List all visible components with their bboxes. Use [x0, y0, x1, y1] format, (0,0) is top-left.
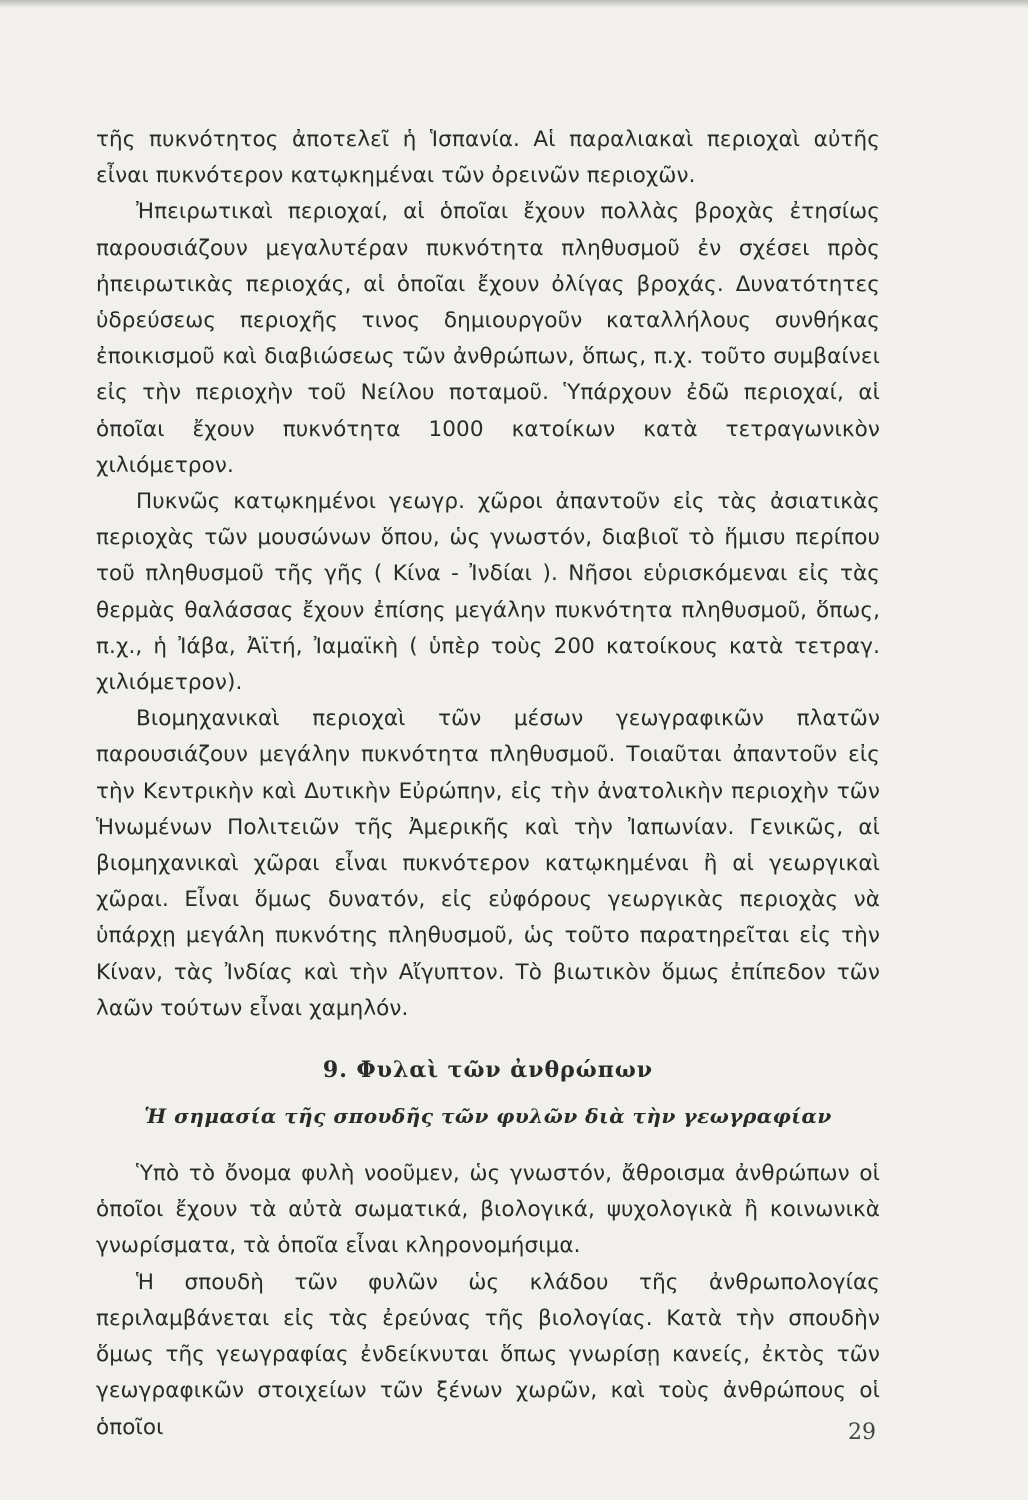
- paragraph-industrial-regions: Βιομηχανικαὶ περιοχαὶ τῶν μέσων γεωγραφικῶν πλατῶν παρουσιάζουν μεγάλην πυκνότητα πληθυσμοῦ. Τοιαῦται ἀπαντοῦν εἰς τὴν Κεντρικὴν καὶ Δυτικὴν Εὐρώπην, εἰς τὴν ἀνατολικὴν περιοχὴν τῶν Ἡνωμένων Πολιτειῶν τῆς Ἀμερικῆς καὶ τὴν Ἰαπωνίαν. Γενικῶς, αἱ βιομηχανικαὶ χῶραι εἶναι πυκνότερον κατῳκημέναι ἢ αἱ γεωργικαὶ χῶραι. Εἶναι ὅμως δυνατόν, εἰς εὐφόρους γεωργικὰς περιοχὰς νὰ ὑπάρχῃ μεγάλη πυκνότης πληθυσμοῦ, ὡς τοῦτο παρατηρεῖται εἰς τὴν Κίναν, τὰς Ἰνδίας καὶ τὴν Αἴγυπτον. Τὸ βιωτικὸν ὅμως ἐπίπεδον τῶν λαῶν τούτων εἶναι χαμηλόν.: [96, 706, 880, 1021]
- page-number: 29: [848, 1420, 876, 1445]
- paragraph-monsoon-regions: Πυκνῶς κατῳκημένοι γεωγρ. χῶροι ἀπαντοῦν εἰς τὰς ἀσιατικὰς περιοχὰς τῶν μουσώνων ὅπου, ὡς γνωστόν, διαβιοῖ τὸ ἥμισυ περίπου τοῦ πληθυσμοῦ τῆς γῆς ( Κίνα - Ἰνδίαι ). Νῆσοι εὑρισκόμεναι εἰς τὰς θερμὰς θαλάσσας ἔχουν ἐπίσης μεγάλην πυκνότητα πληθυσμοῦ, ὅπως, π.χ., ἡ Ἰάβα, Ἀϊτή, Ἰαμαϊκὴ ( ὑπὲρ τοὺς 200 κατοίκους κατὰ τετραγ. χιλιόμετρον).: [96, 489, 880, 696]
- sub-heading: Ἡ σημασία τῆς σπουδῆς τῶν φυλῶν διὰ τὴν γεωγραφίαν: [144, 1104, 832, 1129]
- paragraph-continental-regions: Ἠπειρωτικαὶ περιοχαί, αἱ ὁποῖαι ἔχουν πολλὰς βροχὰς ἐτησίως παρουσιάζουν μεγαλυτέραν πυκνότητα πληθυσμοῦ ἐν σχέσει πρὸς ἠπειρωτικὰς περιοχάς, αἱ ὁποῖαι ἔχουν ὀλίγας βροχάς. Δυνατότητες ὑδρεύσεως περιοχῆς τινος δημιουργοῦν καταλλήλους συνθήκας ἐποικισμοῦ καὶ διαβιώσεως τῶν ἀνθρώπων, ὅπως, π.χ. τοῦτο συμβαίνει εἰς τὴν περιοχὴν τοῦ Νείλου ποταμοῦ. Ὑπάρχουν ἐδῶ περιοχαί, αἱ ὁποῖαι ἔχουν πυκνότητα 1000 κατοίκων κατὰ τετραγωνικὸν χιλιόμετρον.: [96, 199, 880, 478]
- paragraph-continuation: τῆς πυκνότητος ἀποτελεῖ ἡ Ἱσπανία. Αἱ παραλιακαὶ περιοχαὶ αὐτῆς εἶναι πυκνότερον κατῳκημέναι τῶν ὀρεινῶν περιοχῶν.: [96, 127, 880, 189]
- section-heading: 9. Φυλαὶ τῶν ἀνθρώπων: [322, 1057, 654, 1084]
- body-text: [96, 122, 880, 1446]
- paragraph-race-definition: Ὑπὸ τὸ ὄνομα φυλὴ νοοῦμεν, ὡς γνωστόν, ἄθροισμα ἀνθρώπων οἱ ὁποῖοι ἔχουν τὰ αὐτὰ σωματικά, βιολογικά, ψυχολογικὰ ἢ κοινωνικὰ γνωρίσματα, τὰ ὁποῖα εἶναι κληρονομήσιμα.: [96, 1161, 880, 1259]
- paragraph-race-study: Ἡ σπουδὴ τῶν φυλῶν ὡς κλάδου τῆς ἀνθρωπολογίας περιλαμβάνεται εἰς τὰς ἐρεύνας τῆς βιολογίας. Κατὰ τὴν σπουδὴν ὅμως τῆς γεωγραφίας ἐνδείκνυται ὅπως γνωρίσῃ κανείς, ἐκτὸς τῶν γεωγραφικῶν στοιχείων τῶν ξένων χωρῶν, καὶ τοὺς ἀνθρώπους οἱ ὁποῖοι: [96, 1269, 880, 1440]
- page-edge-shadow: [0, 0, 1028, 8]
